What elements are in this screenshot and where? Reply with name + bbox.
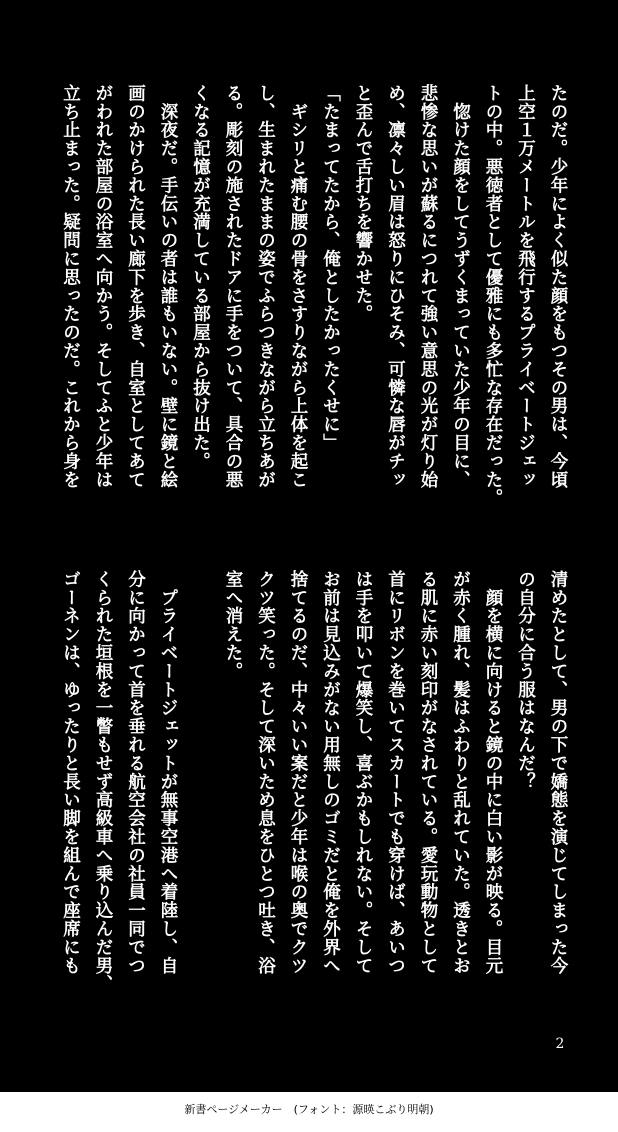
text-column: 上空１万メートルを飛行するプライベートジェッ bbox=[515, 84, 536, 489]
text-column: め、凛々しい眉は怒りにひそみ、可憐な唇がチッ bbox=[385, 84, 406, 489]
top-text-block bbox=[54, 84, 574, 524]
text-column: くなる記憶が充満している部屋から抜け出た。 bbox=[190, 84, 211, 471]
footer-label: 新書ページメーカー (フォント：源暎こぶり明朝) bbox=[184, 1103, 434, 1116]
text-column: 分に向かって首を垂れる航空会社の社員一同でつ bbox=[125, 570, 146, 975]
text-column: 悲惨な思いが蘇るにつれて強い意思の光が灯り始 bbox=[418, 84, 438, 489]
text-column: くられた垣根を一瞥もせず高級車へ乗り込んだ男、 bbox=[93, 570, 113, 994]
text-column: お前は見込みがない用無しのゴミだと俺を外界へ bbox=[320, 570, 341, 975]
text-column: の自分に合う服はなんだ？ bbox=[515, 570, 536, 791]
text-column: 清めたとして、男の下で嬌態を演じてしまった今 bbox=[548, 570, 568, 975]
text-column: 深夜だ。手伝いの者は誰もいない。壁に鏡と絵 bbox=[158, 84, 178, 489]
text-column: 立ち止まった。疑問に思ったのだ。これから身を bbox=[60, 84, 81, 489]
text-column: 画のかけられた長い廊下を歩き、自室としてあて bbox=[125, 84, 146, 489]
text-column: 惚けた顔をしてうずくまっていた少年の目に、 bbox=[450, 84, 471, 489]
text-column: プライベートジェットが無事空港へ着陸し、自 bbox=[158, 570, 178, 975]
footer bbox=[0, 1092, 618, 1132]
text-column: ギシリと痛む腰の骨をさすりながら上体を起こ bbox=[288, 84, 308, 489]
text-column: は手を叩いて爆笑し、喜ぶかもしれない。そして bbox=[353, 570, 373, 975]
text-column: クツ笑った。そして深いため息をひとつ吐き、浴 bbox=[255, 570, 276, 975]
page-number: 2 bbox=[555, 1036, 565, 1052]
text-column: 「たまってたから、俺としたかったくせに」 bbox=[320, 84, 341, 452]
text-column: 首にリボンを巻いてスカートでも穿けば、あいつ bbox=[385, 570, 406, 975]
text-column: が赤く腫れ、髪はふわりと乱れていた。透きとお bbox=[450, 570, 471, 975]
text-column: と歪んで舌打ちを響かせた。 bbox=[353, 84, 373, 324]
text-column: 捨てるのだ、中々いい案だと少年は喉の奥でクツ bbox=[288, 570, 308, 975]
text-column: ゴーネンは、ゆったりと長い脚を組んで座席にも bbox=[60, 570, 81, 975]
text-column: たのだ。少年によく似た顔をもつその男は、今頃 bbox=[548, 84, 568, 489]
text-column bbox=[184, 570, 217, 1010]
bottom-text-block bbox=[60, 570, 574, 1010]
text-column: る。彫刻の施されたドアに手をついて、具合の悪 bbox=[223, 84, 243, 489]
text-column: 顔を横に向けると鏡の中に白い影が映る。目元 bbox=[483, 570, 503, 975]
text-column: し、生まれたままの姿でふらつきながら立ちあが bbox=[255, 84, 276, 489]
text-column: 室へ消えた。 bbox=[223, 570, 243, 681]
text-column: る肌に赤い刻印がなされている。愛玩動物として bbox=[418, 570, 438, 975]
text-column: がわれた部屋の浴室へ向かう。そしてふと少年は bbox=[93, 84, 113, 489]
text-column: トの中。悪徳者として優雅にも多忙な存在だった。 bbox=[483, 84, 503, 508]
